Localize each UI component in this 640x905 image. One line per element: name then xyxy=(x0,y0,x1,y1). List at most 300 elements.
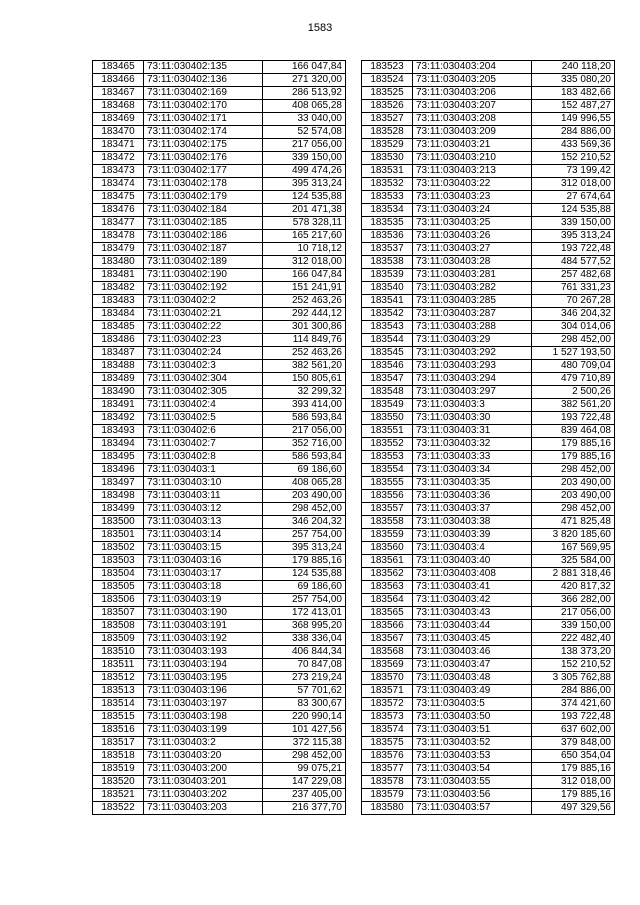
value-cell: 379 848,00 xyxy=(532,737,615,750)
cadastral-number-cell: 73:11:030402:6 xyxy=(144,425,263,438)
value-cell: 1 527 193,50 xyxy=(532,347,615,360)
row-number-cell: 183522 xyxy=(93,802,144,815)
cadastral-number-cell: 73:11:030403:209 xyxy=(413,126,532,139)
table-row xyxy=(93,74,346,87)
cadastral-number-cell: 73:11:030403:285 xyxy=(413,295,532,308)
cadastral-number-cell: 73:11:030403:49 xyxy=(413,685,532,698)
cadastral-number-cell: 73:11:030402:185 xyxy=(144,217,263,230)
value-cell: 193 722,48 xyxy=(532,412,615,425)
value-cell: 637 602,00 xyxy=(532,724,615,737)
cadastral-number-cell: 73:11:030402:305 xyxy=(144,386,263,399)
cadastral-number-cell: 73:11:030403:55 xyxy=(413,776,532,789)
table-row xyxy=(362,412,615,425)
value-cell: 10 718,12 xyxy=(263,243,346,256)
value-cell: 217 056,00 xyxy=(263,139,346,152)
table-row xyxy=(93,321,346,334)
value-cell: 151 241,91 xyxy=(263,282,346,295)
cadastral-number-cell: 73:11:030402:304 xyxy=(144,373,263,386)
row-number-cell: 183470 xyxy=(93,126,144,139)
cadastral-number-cell: 73:11:030403:16 xyxy=(144,555,263,568)
row-number-cell: 183554 xyxy=(362,464,413,477)
table-row xyxy=(93,516,346,529)
cadastral-number-cell: 73:11:030403:47 xyxy=(413,659,532,672)
table-row xyxy=(362,750,615,763)
value-cell: 147 229,08 xyxy=(263,776,346,789)
row-number-cell: 183574 xyxy=(362,724,413,737)
row-number-cell: 183479 xyxy=(93,243,144,256)
row-number-cell: 183549 xyxy=(362,399,413,412)
row-number-cell: 183534 xyxy=(362,204,413,217)
table-row xyxy=(362,191,615,204)
value-cell: 352 716,00 xyxy=(263,438,346,451)
value-cell: 366 282,00 xyxy=(532,594,615,607)
row-number-cell: 183477 xyxy=(93,217,144,230)
value-cell: 152 487,27 xyxy=(532,100,615,113)
table-row xyxy=(93,620,346,633)
value-cell: 203 490,00 xyxy=(532,490,615,503)
table-row xyxy=(362,542,615,555)
value-cell: 497 329,56 xyxy=(532,802,615,815)
cadastral-number-cell: 73:11:030402:2 xyxy=(144,295,263,308)
value-cell: 222 482,40 xyxy=(532,633,615,646)
cadastral-number-cell: 73:11:030403:198 xyxy=(144,711,263,724)
value-cell: 2 500,26 xyxy=(532,386,615,399)
cadastral-number-cell: 73:11:030402:23 xyxy=(144,334,263,347)
cadastral-number-cell: 73:11:030403:53 xyxy=(413,750,532,763)
cadastral-number-cell: 73:11:030402:179 xyxy=(144,191,263,204)
value-cell: 124 535,88 xyxy=(263,568,346,581)
table-row xyxy=(93,295,346,308)
row-number-cell: 183550 xyxy=(362,412,413,425)
table-row xyxy=(362,178,615,191)
cadastral-number-cell: 73:11:030403:35 xyxy=(413,477,532,490)
row-number-cell: 183518 xyxy=(93,750,144,763)
value-cell: 252 463,26 xyxy=(263,347,346,360)
value-cell: 471 825,48 xyxy=(532,516,615,529)
value-cell: 298 452,00 xyxy=(263,750,346,763)
table-row xyxy=(93,217,346,230)
cadastral-number-cell: 73:11:030402:189 xyxy=(144,256,263,269)
value-cell: 406 844,34 xyxy=(263,646,346,659)
value-cell: 172 413,01 xyxy=(263,607,346,620)
value-cell: 124 535,88 xyxy=(263,191,346,204)
cadastral-number-cell: 73:11:030403:1 xyxy=(144,464,263,477)
value-cell: 70 847,08 xyxy=(263,659,346,672)
row-number-cell: 183498 xyxy=(93,490,144,503)
value-cell: 257 482,68 xyxy=(532,269,615,282)
cadastral-number-cell: 73:11:030403:51 xyxy=(413,724,532,737)
table-row xyxy=(93,87,346,100)
cadastral-number-cell: 73:11:030403:41 xyxy=(413,581,532,594)
row-number-cell: 183492 xyxy=(93,412,144,425)
table-row xyxy=(93,360,346,373)
row-number-cell: 183468 xyxy=(93,100,144,113)
value-cell: 382 561,20 xyxy=(532,399,615,412)
cadastral-number-cell: 73:11:030402:178 xyxy=(144,178,263,191)
cadastral-number-cell: 73:11:030403:52 xyxy=(413,737,532,750)
value-cell: 166 047,84 xyxy=(263,61,346,74)
cadastral-number-cell: 73:11:030403:4 xyxy=(413,542,532,555)
table-row xyxy=(362,607,615,620)
cadastral-number-cell: 73:11:030403:29 xyxy=(413,334,532,347)
cadastral-number-cell: 73:11:030403:190 xyxy=(144,607,263,620)
row-number-cell: 183542 xyxy=(362,308,413,321)
cadastral-number-cell: 73:11:030403:292 xyxy=(413,347,532,360)
row-number-cell: 183541 xyxy=(362,295,413,308)
table-row xyxy=(362,516,615,529)
row-number-cell: 183537 xyxy=(362,243,413,256)
cadastral-number-cell: 73:11:030403:31 xyxy=(413,425,532,438)
cadastral-number-cell: 73:11:030402:177 xyxy=(144,165,263,178)
row-number-cell: 183513 xyxy=(93,685,144,698)
row-number-cell: 183512 xyxy=(93,672,144,685)
table-row xyxy=(362,555,615,568)
cadastral-number-cell: 73:11:030403:54 xyxy=(413,763,532,776)
cadastral-number-cell: 73:11:030402:176 xyxy=(144,152,263,165)
cadastral-number-cell: 73:11:030402:184 xyxy=(144,204,263,217)
table-row xyxy=(362,113,615,126)
table-row xyxy=(362,334,615,347)
cadastral-number-cell: 73:11:030403:213 xyxy=(413,165,532,178)
table-row xyxy=(362,672,615,685)
table-row xyxy=(362,724,615,737)
cadastral-number-cell: 73:11:030403:30 xyxy=(413,412,532,425)
value-cell: 203 490,00 xyxy=(263,490,346,503)
row-number-cell: 183552 xyxy=(362,438,413,451)
row-number-cell: 183501 xyxy=(93,529,144,542)
row-number-cell: 183516 xyxy=(93,724,144,737)
row-number-cell: 183538 xyxy=(362,256,413,269)
value-cell: 152 210,52 xyxy=(532,152,615,165)
value-cell: 150 805,61 xyxy=(263,373,346,386)
value-cell: 179 885,16 xyxy=(532,438,615,451)
row-number-cell: 183523 xyxy=(362,61,413,74)
cadastral-number-cell: 73:11:030403:282 xyxy=(413,282,532,295)
cadastral-number-cell: 73:11:030403:194 xyxy=(144,659,263,672)
value-cell: 395 313,24 xyxy=(263,542,346,555)
cadastral-number-cell: 73:11:030402:190 xyxy=(144,269,263,282)
table-row xyxy=(362,204,615,217)
cadastral-number-cell: 73:11:030403:27 xyxy=(413,243,532,256)
value-cell: 70 267,28 xyxy=(532,295,615,308)
row-number-cell: 183482 xyxy=(93,282,144,295)
value-cell: 217 056,00 xyxy=(532,607,615,620)
table-row xyxy=(93,477,346,490)
value-cell: 2 881 318,46 xyxy=(532,568,615,581)
cadastral-number-cell: 73:11:030403:18 xyxy=(144,581,263,594)
row-number-cell: 183561 xyxy=(362,555,413,568)
value-cell: 152 210,52 xyxy=(532,659,615,672)
table-row xyxy=(362,464,615,477)
cadastral-number-cell: 73:11:030402:175 xyxy=(144,139,263,152)
cadastral-number-cell: 73:11:030403:14 xyxy=(144,529,263,542)
row-number-cell: 183551 xyxy=(362,425,413,438)
table-row xyxy=(93,165,346,178)
table-row xyxy=(362,126,615,139)
row-number-cell: 183489 xyxy=(93,373,144,386)
cadastral-number-cell: 73:11:030403:57 xyxy=(413,802,532,815)
value-cell: 27 674,64 xyxy=(532,191,615,204)
row-number-cell: 183557 xyxy=(362,503,413,516)
cadastral-number-cell: 73:11:030403:37 xyxy=(413,503,532,516)
value-cell: 69 186,60 xyxy=(263,581,346,594)
table-row xyxy=(362,594,615,607)
table-row xyxy=(362,737,615,750)
cadastral-number-cell: 73:11:030403:50 xyxy=(413,711,532,724)
value-cell: 420 817,32 xyxy=(532,581,615,594)
table-row xyxy=(93,178,346,191)
value-cell: 101 427,56 xyxy=(263,724,346,737)
table-row xyxy=(362,711,615,724)
cadastral-number-cell: 73:11:030403:43 xyxy=(413,607,532,620)
cadastral-number-cell: 73:11:030403:2 xyxy=(144,737,263,750)
table-row xyxy=(362,776,615,789)
cadastral-number-cell: 73:11:030403:288 xyxy=(413,321,532,334)
row-number-cell: 183556 xyxy=(362,490,413,503)
value-cell: 325 584,00 xyxy=(532,555,615,568)
value-cell: 166 047,84 xyxy=(263,269,346,282)
row-number-cell: 183525 xyxy=(362,87,413,100)
value-cell: 395 313,24 xyxy=(263,178,346,191)
table-row xyxy=(93,230,346,243)
value-cell: 335 080,20 xyxy=(532,74,615,87)
value-cell: 479 710,89 xyxy=(532,373,615,386)
value-cell: 149 996,55 xyxy=(532,113,615,126)
row-number-cell: 183488 xyxy=(93,360,144,373)
table-row xyxy=(362,61,615,74)
row-number-cell: 183495 xyxy=(93,451,144,464)
value-cell: 257 754,00 xyxy=(263,594,346,607)
table-row xyxy=(93,776,346,789)
cadastral-number-cell: 73:11:030403:202 xyxy=(144,789,263,802)
value-cell: 203 490,00 xyxy=(532,477,615,490)
value-cell: 273 219,24 xyxy=(263,672,346,685)
row-number-cell: 183472 xyxy=(93,152,144,165)
cadastral-number-cell: 73:11:030402:21 xyxy=(144,308,263,321)
cadastral-number-cell: 73:11:030403:38 xyxy=(413,516,532,529)
table-row xyxy=(362,789,615,802)
value-cell: 237 405,00 xyxy=(263,789,346,802)
cadastral-number-cell: 73:11:030402:8 xyxy=(144,451,263,464)
table-row xyxy=(93,152,346,165)
cadastral-number-cell: 73:11:030403:15 xyxy=(144,542,263,555)
row-number-cell: 183487 xyxy=(93,347,144,360)
row-number-cell: 183567 xyxy=(362,633,413,646)
row-number-cell: 183536 xyxy=(362,230,413,243)
table-row xyxy=(362,269,615,282)
row-number-cell: 183517 xyxy=(93,737,144,750)
table-row xyxy=(93,412,346,425)
table-row xyxy=(362,152,615,165)
table-row xyxy=(93,750,346,763)
table-row xyxy=(362,321,615,334)
table-row xyxy=(93,711,346,724)
cadastral-number-cell: 73:11:030403:297 xyxy=(413,386,532,399)
table-row xyxy=(362,230,615,243)
cadastral-number-cell: 73:11:030403:208 xyxy=(413,113,532,126)
table-row xyxy=(362,568,615,581)
registry-table-left xyxy=(92,60,346,815)
row-number-cell: 183545 xyxy=(362,347,413,360)
row-number-cell: 183499 xyxy=(93,503,144,516)
table-row xyxy=(362,347,615,360)
cadastral-number-cell: 73:11:030403:17 xyxy=(144,568,263,581)
row-number-cell: 183528 xyxy=(362,126,413,139)
cadastral-number-cell: 73:11:030403:3 xyxy=(413,399,532,412)
table-row xyxy=(362,373,615,386)
value-cell: 216 377,70 xyxy=(263,802,346,815)
cadastral-number-cell: 73:11:030402:186 xyxy=(144,230,263,243)
table-row xyxy=(362,74,615,87)
table-row xyxy=(93,555,346,568)
cadastral-number-cell: 73:11:030403:210 xyxy=(413,152,532,165)
cadastral-number-cell: 73:11:030403:12 xyxy=(144,503,263,516)
row-number-cell: 183490 xyxy=(93,386,144,399)
table-row xyxy=(362,802,615,815)
table-row xyxy=(93,256,346,269)
table-row xyxy=(93,464,346,477)
cadastral-number-cell: 73:11:030402:7 xyxy=(144,438,263,451)
row-number-cell: 183503 xyxy=(93,555,144,568)
value-cell: 217 056,00 xyxy=(263,425,346,438)
table-row xyxy=(93,685,346,698)
row-number-cell: 183502 xyxy=(93,542,144,555)
value-cell: 179 885,16 xyxy=(263,555,346,568)
value-cell: 292 444,12 xyxy=(263,308,346,321)
row-number-cell: 183527 xyxy=(362,113,413,126)
cadastral-number-cell: 73:11:030403:21 xyxy=(413,139,532,152)
cadastral-number-cell: 73:11:030403:24 xyxy=(413,204,532,217)
row-number-cell: 183562 xyxy=(362,568,413,581)
row-number-cell: 183519 xyxy=(93,763,144,776)
row-number-cell: 183560 xyxy=(362,542,413,555)
row-number-cell: 183553 xyxy=(362,451,413,464)
row-number-cell: 183504 xyxy=(93,568,144,581)
table-row xyxy=(362,529,615,542)
row-number-cell: 183555 xyxy=(362,477,413,490)
table-row xyxy=(93,789,346,802)
page-number: 1583 xyxy=(307,22,333,34)
table-row xyxy=(362,282,615,295)
cadastral-number-cell: 73:11:030402:24 xyxy=(144,347,263,360)
cadastral-number-cell: 73:11:030403:5 xyxy=(413,698,532,711)
row-number-cell: 183558 xyxy=(362,516,413,529)
table-row xyxy=(362,165,615,178)
cadastral-number-cell: 73:11:030403:191 xyxy=(144,620,263,633)
table-row xyxy=(93,802,346,815)
value-cell: 393 414,00 xyxy=(263,399,346,412)
table-row xyxy=(362,425,615,438)
row-number-cell: 183579 xyxy=(362,789,413,802)
value-cell: 433 569,36 xyxy=(532,139,615,152)
value-cell: 69 186,60 xyxy=(263,464,346,477)
row-number-cell: 183486 xyxy=(93,334,144,347)
row-number-cell: 183466 xyxy=(93,74,144,87)
table-row xyxy=(93,61,346,74)
value-cell: 650 354,04 xyxy=(532,750,615,763)
table-row xyxy=(93,269,346,282)
row-number-cell: 183493 xyxy=(93,425,144,438)
cadastral-number-cell: 73:11:030403:22 xyxy=(413,178,532,191)
row-number-cell: 183524 xyxy=(362,74,413,87)
table-row xyxy=(93,139,346,152)
value-cell: 220 990,14 xyxy=(263,711,346,724)
cadastral-number-cell: 73:11:030403:408 xyxy=(413,568,532,581)
table-row xyxy=(93,113,346,126)
table-row xyxy=(93,607,346,620)
cadastral-number-cell: 73:11:030403:196 xyxy=(144,685,263,698)
value-cell: 368 995,20 xyxy=(263,620,346,633)
row-number-cell: 183576 xyxy=(362,750,413,763)
cadastral-number-cell: 73:11:030403:193 xyxy=(144,646,263,659)
value-cell: 3 820 185,60 xyxy=(532,529,615,542)
table-row xyxy=(362,698,615,711)
value-cell: 179 885,16 xyxy=(532,763,615,776)
cadastral-number-cell: 73:11:030403:13 xyxy=(144,516,263,529)
cadastral-number-cell: 73:11:030403:293 xyxy=(413,360,532,373)
row-number-cell: 183526 xyxy=(362,100,413,113)
cadastral-number-cell: 73:11:030403:23 xyxy=(413,191,532,204)
value-cell: 83 300,67 xyxy=(263,698,346,711)
cadastral-number-cell: 73:11:030402:171 xyxy=(144,113,263,126)
row-number-cell: 183565 xyxy=(362,607,413,620)
row-number-cell: 183546 xyxy=(362,360,413,373)
row-number-cell: 183547 xyxy=(362,373,413,386)
row-number-cell: 183568 xyxy=(362,646,413,659)
value-cell: 761 331,23 xyxy=(532,282,615,295)
table-row xyxy=(93,204,346,217)
cadastral-number-cell: 73:11:030403:34 xyxy=(413,464,532,477)
value-cell: 124 535,88 xyxy=(532,204,615,217)
cadastral-number-cell: 73:11:030402:4 xyxy=(144,399,263,412)
row-number-cell: 183483 xyxy=(93,295,144,308)
row-number-cell: 183500 xyxy=(93,516,144,529)
value-cell: 301 300,86 xyxy=(263,321,346,334)
row-number-cell: 183521 xyxy=(93,789,144,802)
table-row xyxy=(93,646,346,659)
row-number-cell: 183571 xyxy=(362,685,413,698)
value-cell: 252 463,26 xyxy=(263,295,346,308)
table-row xyxy=(93,451,346,464)
table-row xyxy=(93,698,346,711)
value-cell: 499 474,26 xyxy=(263,165,346,178)
table-row xyxy=(93,386,346,399)
table-row xyxy=(93,724,346,737)
cadastral-number-cell: 73:11:030403:200 xyxy=(144,763,263,776)
cadastral-number-cell: 73:11:030403:206 xyxy=(413,87,532,100)
cadastral-number-cell: 73:11:030403:197 xyxy=(144,698,263,711)
cadastral-number-cell: 73:11:030403:45 xyxy=(413,633,532,646)
row-number-cell: 183484 xyxy=(93,308,144,321)
cadastral-number-cell: 73:11:030403:32 xyxy=(413,438,532,451)
cadastral-number-cell: 73:11:030402:170 xyxy=(144,100,263,113)
row-number-cell: 183494 xyxy=(93,438,144,451)
value-cell: 346 204,32 xyxy=(263,516,346,529)
cadastral-number-cell: 73:11:030403:46 xyxy=(413,646,532,659)
value-cell: 99 075,21 xyxy=(263,763,346,776)
cadastral-number-cell: 73:11:030403:40 xyxy=(413,555,532,568)
value-cell: 57 701,62 xyxy=(263,685,346,698)
value-cell: 193 722,48 xyxy=(532,711,615,724)
row-number-cell: 183570 xyxy=(362,672,413,685)
table-row xyxy=(93,672,346,685)
cadastral-number-cell: 73:11:030403:11 xyxy=(144,490,263,503)
row-number-cell: 183473 xyxy=(93,165,144,178)
table-row xyxy=(362,217,615,230)
cadastral-number-cell: 73:11:030403:48 xyxy=(413,672,532,685)
table-row xyxy=(93,438,346,451)
cadastral-number-cell: 73:11:030403:19 xyxy=(144,594,263,607)
